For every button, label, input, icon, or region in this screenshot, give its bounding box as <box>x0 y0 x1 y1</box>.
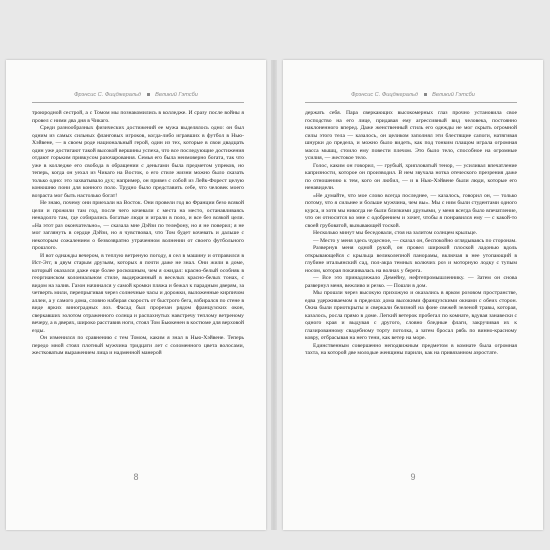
paragraph: Единственным совершенно неподвижным предметом в комнате была огромная тахта, на которой две молодые женщины парили, как на привязанном аэростате. <box>305 342 517 356</box>
paragraph: Не знаю, почему они приехали на Восток. Они провели год во Франции безо всякой цели и прожили там год, после чего кочевали с места на место, останавливаясь ненадолго там, где собирались богатые люди и играли в поло, и все без всякой цели. «На этот раз окончательно», — сказала мне Дэйзи по телефону, но я не поверил; я не мог заглянуть в сердце Дэйзи, но я чувствовал, что Том будет кочевать и дальше с некоторым сожалением о безвозвратно утраченном волнении от своего футбольного прошлого. <box>32 200 244 251</box>
page-number: 9 <box>410 472 416 482</box>
running-head-author: Фрэнсис С. Фицджеральд <box>74 92 141 98</box>
body-text <box>305 110 517 358</box>
paragraph: Голос, каким он говорил, — грубый, хрипловатый тенор, — усиливал впечатление капризности, которое он производил. В нем звучала нотка отеческого презрения даже по отношению к тем, кого он любил, — и в Нью-Хэйвене были люди, которые его ненавидели. <box>305 162 517 191</box>
paragraph: держать себя. Пара сверкающих высокомерных глаз прочно установила свое господство на его лице, придавая ему агрессивный вид человека, постоянно наклоненного вперед. Даже женственный стиль его одежды не мог скрыть огромной силы этого тела — казалось, он целиком заполнял эти блестящие сапоги, натягивая шнурки до предела, и можно было видеть, как под тонким плащом играла огромная масса мышц, стоило ему повести плечом. Это было тело, способное на огромные усилия, — жестокое тело. <box>305 110 517 161</box>
paragraph: Среди разнообразных физических достижений ее мужа выделялось одно: он был одним из самых сильных фланговых игроков, когда-либо игравших в футбол в Нью-Хэйвене, — в своем роде национальный герой, один из тех, которые в свои двадцать один уже достигают такой высокой вершины успеха, что все последующие достижения отдают горьким привкусом разочарования. Семья его была неимоверно богата, так что уже в колледже его свобода в обращении с деньгами была предметом упреков, но теперь, когда он уехал из Чикаго на Восток, о его стиле жизни можно было сказать только одно: это захватывало дух; например, он привез с собой из Лейк-Форест целую конюшню пони для конного поло. Трудно было представить себе, что человек моего возраста мог быть настолько богат! <box>32 125 244 199</box>
paragraph: Несколько минут мы беседовали, стоя на залитом солнцем крыльце. <box>313 230 477 236</box>
paragraph: Он изменился по сравнению с тем Томом, каким я знал в Нью-Хэйвене. Теперь передо мной стоял плотный мужчина тридцати лет с соломенного цвета волосами, жестковатым выражением лица и надменной манерой <box>32 335 244 356</box>
paragraph: — Место у меня здесь чудесное, — сказал он, беспокойно оглядываясь по сторонам. <box>313 237 517 244</box>
header-rule <box>305 102 517 103</box>
running-head-separator-icon <box>424 93 427 96</box>
paragraph: «Не думайте, что мое слово всегда последнее, — казалось, говорил он, — только потому, что я сильнее и больше мужчина, чем вы». Мы с ним были студентами одного курса, и хотя мы никогда не были близкими друзьями, у меня всегда было впечатление, что он относится ко мне с одобрением и хочет, чтобы я понравился ему — с какой-то своей грубоватой, вызывающей тоской. <box>305 192 517 229</box>
header-rule <box>32 102 244 103</box>
left-page <box>6 60 266 530</box>
paragraph: троюродной сестрой, а с Томом мы познакомились в колледже. И сразу после войны я провел с ними два дня в Чикаго. <box>32 110 244 124</box>
right-page <box>283 60 543 530</box>
running-head-title: Великий Гэтсби <box>155 92 198 98</box>
body-text <box>32 110 244 358</box>
running-head-separator-icon <box>147 93 150 96</box>
running-head <box>6 92 266 98</box>
running-head-title: Великий Гэтсби <box>432 92 475 98</box>
running-head-author: Фрэнсис С. Фицджеральд <box>351 92 418 98</box>
paragraph: — Все это принадлежало Демейну, нефтепромышленнику. — Затем он снова развернул меня, вежливо и резко. — Пошли в дом. <box>305 275 517 289</box>
running-head <box>283 92 543 98</box>
page-number: 8 <box>133 472 139 482</box>
book-gutter <box>271 60 277 530</box>
paragraph: Развернув меня одной рукой, он провел широкой плоской ладонью вдоль открывающейся с крыльца великолепной панорамы, включая в нее утопающий в глубине итальянский сад, пол-акра темных колючих роз и моторную лодку с тупым носом, которая покачивалась на волнах у берега. <box>305 245 517 274</box>
paragraph: И вот однажды вечером, в теплую ветреную погоду, я сел в машину и отправился в Ист-Эгг, в двум старым друзьям, которых я почти даже не знал. Они жили в доме, который оказался даже еще более роскошным, чем я ожидал: красно-белый особняк в георгианском колониальном стиле, выдержанный в веселых красно-белых тонах, с видом на залив. Газон начинался у самой кромки пляжа и бежал к парадным дверям, за четверть мили, перепрыгивая через солнечные часы и дорожки, выложенные кирпичом аллеи, а у самого дома, словно набирая скорость от быстрого бега, взбирался по стене в виде ярких виноградных лоз. Фасад был прорезан рядом французских окон, сверкавших золотом отраженного солнца и распахнутых навстречу теплому ветреному вечеру, а в дверях, широко расставив ноги, стоял Том Бьюкенен в костюме для верховой езды. <box>32 252 244 334</box>
paragraph: Мы прошли через высокую прихожую и оказались в ярком розовом пространстве, едва удерживаемом в пределах дома высокими французскими окнами с обеих сторон. Окна были приоткрыты и сверкали белизной на фоне свежей зеленой травы, которая, казалось, росла прямо в доме. Легкий ветерок пробегал по комнате, вдувая занавески с одного края и выдувая с другого, словно бледные флаги, закручивая их к глазированному свадебному торту потолка, а затем бросал рябь по винно-красному ковру, отбрасывая на него тени, как ветер на море. <box>305 290 517 341</box>
